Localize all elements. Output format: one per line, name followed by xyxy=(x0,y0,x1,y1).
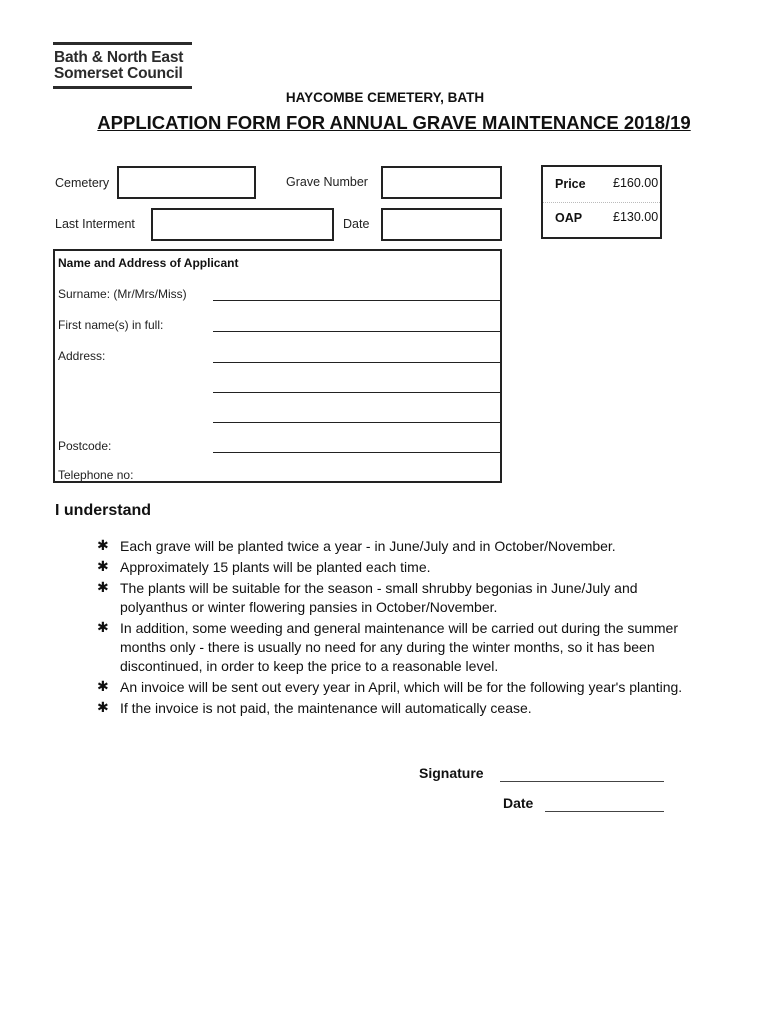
telephone-label: Telephone no: xyxy=(58,468,134,482)
form-subtitle: HAYCOMBE CEMETERY, BATH xyxy=(285,90,485,105)
list-item xyxy=(97,699,697,718)
signature-input-line[interactable] xyxy=(500,781,664,782)
term-text: The plants will be suitable for the season - small shrubby begonias in June/July and polyanthus or winter flowering pansies in October/November. xyxy=(120,580,638,615)
list-item xyxy=(97,558,697,577)
asterisk-bullet-icon: ✱ xyxy=(97,619,109,635)
grave-number-label: Grave Number xyxy=(286,175,368,189)
price-row xyxy=(543,167,660,201)
address-input-line-3[interactable] xyxy=(213,422,501,423)
term-text: In addition, some weeding and general maintenance will be carried out during the summer months only - there is usually no need for any during the winter months, so it has been discontinued, in order to keep the price to a reasonable level. xyxy=(120,620,678,674)
oap-label: OAP xyxy=(555,211,583,225)
oap-row xyxy=(543,203,660,237)
oap-value: £130.00 xyxy=(613,210,659,224)
first-names-input-line[interactable] xyxy=(213,331,501,332)
asterisk-bullet-icon: ✱ xyxy=(97,678,109,694)
applicant-section xyxy=(53,249,502,483)
term-text: Each grave will be planted twice a year - in June/July and in October/November. xyxy=(120,538,616,554)
date-label: Date xyxy=(343,217,370,231)
term-text: If the invoice is not paid, the maintenance will automatically cease. xyxy=(120,700,532,716)
asterisk-bullet-icon: ✱ xyxy=(97,537,109,553)
form-title: APPLICATION FORM FOR ANNUAL GRAVE MAINTENANCE 2018/19 xyxy=(97,112,691,133)
surname-label: Surname: (Mr/Mrs/Miss) xyxy=(58,287,187,301)
cemetery-label: Cemetery xyxy=(55,176,110,190)
surname-input-line[interactable] xyxy=(213,300,501,301)
logo-line-1: Bath & North East xyxy=(54,49,184,66)
list-item xyxy=(97,579,697,617)
date-sign-label: Date xyxy=(503,795,534,811)
price-label: Price xyxy=(555,177,586,191)
date-field[interactable] xyxy=(381,208,502,241)
list-item xyxy=(97,619,697,676)
terms-list xyxy=(97,537,697,720)
term-text: Approximately 15 plants will be planted each time. xyxy=(120,559,431,575)
understand-heading: I understand xyxy=(55,502,152,519)
list-item xyxy=(97,537,697,556)
asterisk-bullet-icon: ✱ xyxy=(97,579,109,595)
price-box xyxy=(541,165,662,239)
cemetery-field[interactable] xyxy=(117,166,256,199)
grave-number-field[interactable] xyxy=(381,166,502,199)
logo-line-2: Somerset Council xyxy=(54,65,183,82)
address-input-line-2[interactable] xyxy=(213,392,501,393)
signature-label: Signature xyxy=(419,765,484,781)
last-interment-label: Last Interment xyxy=(55,217,135,231)
term-text: An invoice will be sent out every year in April, which will be for the following year's planting. xyxy=(120,679,683,695)
first-names-label: First name(s) in full: xyxy=(58,318,164,332)
logo-bottom-rule xyxy=(53,86,192,89)
date-sign-input-line[interactable] xyxy=(545,811,664,812)
list-item xyxy=(97,678,697,697)
postcode-label: Postcode: xyxy=(58,439,112,453)
postcode-input-line[interactable] xyxy=(213,452,501,453)
asterisk-bullet-icon: ✱ xyxy=(97,558,109,574)
address-label: Address: xyxy=(58,349,106,363)
last-interment-field[interactable] xyxy=(151,208,334,241)
logo-top-rule xyxy=(53,42,192,45)
address-input-line-1[interactable] xyxy=(213,362,501,363)
asterisk-bullet-icon: ✱ xyxy=(97,699,109,715)
applicant-heading: Name and Address of Applicant xyxy=(58,256,239,270)
price-value: £160.00 xyxy=(613,176,659,190)
